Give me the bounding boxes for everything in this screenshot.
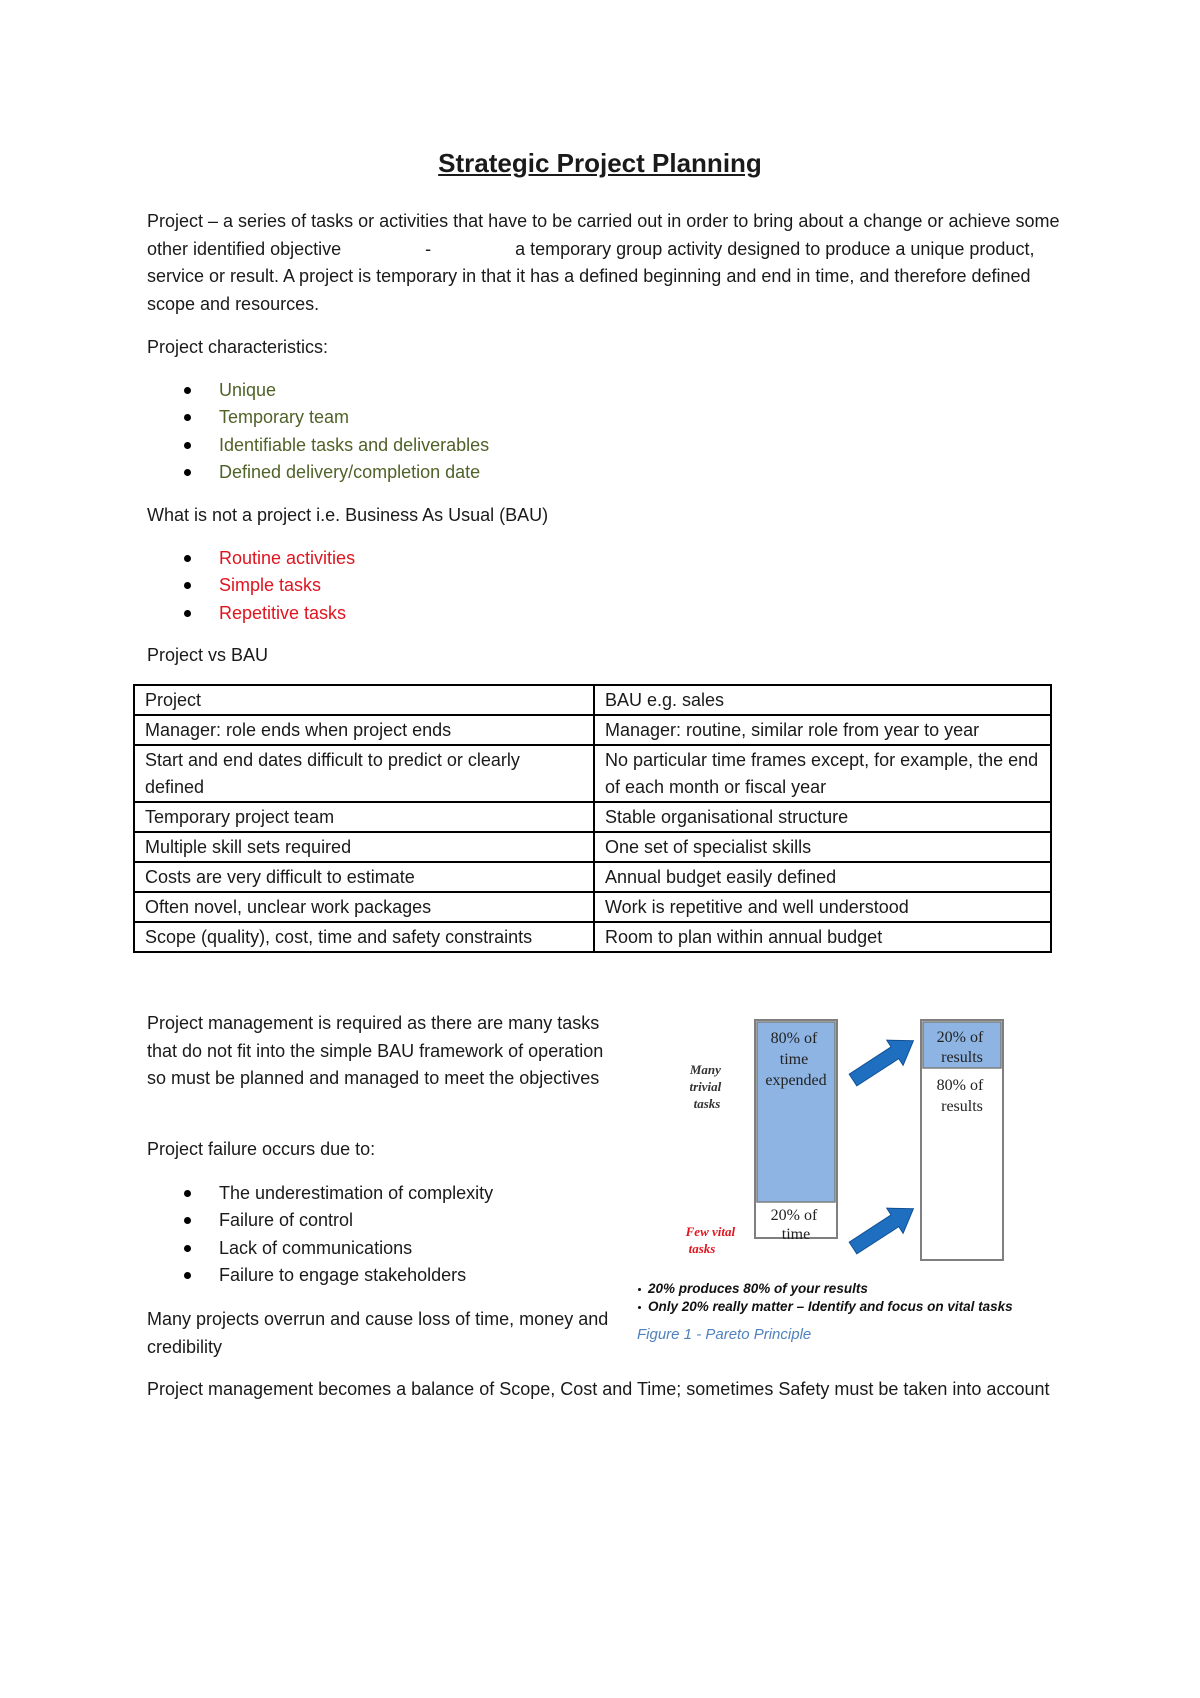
few-vital-label: Few vital tasks: [685, 1224, 736, 1256]
table-row: [134, 862, 1051, 892]
list-item: Failure of control: [182, 1207, 493, 1234]
table-row: [134, 685, 1051, 715]
many-trivial-label: Many trivial tasks: [689, 1062, 722, 1111]
list-item: Lack of communications: [182, 1235, 493, 1262]
table-cell: Stable organisational structure: [594, 802, 1051, 832]
page-title: Strategic Project Planning: [438, 148, 762, 178]
table-cell: Costs are very difficult to estimate: [134, 862, 594, 892]
time-expended-bar: [757, 1022, 835, 1202]
table-cell: Work is repetitive and well understood: [594, 892, 1051, 922]
list-item: Repetitive tasks: [182, 600, 355, 627]
table-cell: Project: [134, 685, 594, 715]
table-cell: Often novel, unclear work packages: [134, 892, 594, 922]
characteristics-list: [182, 377, 489, 486]
table-row: [134, 892, 1051, 922]
table-row: [134, 832, 1051, 862]
figure-caption: Figure 1 - Pareto Principle: [637, 1326, 812, 1343]
list-item: Simple tasks: [182, 572, 355, 599]
vs-heading: Project vs BAU: [147, 645, 269, 665]
list-item: Temporary team: [182, 404, 489, 431]
table-cell: Annual budget easily defined: [594, 862, 1051, 892]
bau-list: [182, 545, 355, 627]
bottom-arrow-icon: [845, 1196, 922, 1260]
intro-text-b: a temporary group activity designed to produce a unique product, service or result. A project is temporary in that it has a defined beginning and end in time, and therefore defined scope and resources.: [147, 238, 1035, 314]
table-row: [134, 715, 1051, 745]
table-cell: Multiple skill sets required: [134, 832, 594, 862]
failure-list: [182, 1180, 493, 1289]
list-item: Defined delivery/completion date: [182, 459, 489, 486]
table-row: [134, 802, 1051, 832]
left-bottom-label: 20% of time: [770, 1207, 818, 1243]
balance-paragraph: Project management becomes a balance of Scope, Cost and Time; sometimes Safety must be taken into account: [147, 1379, 1050, 1399]
table-cell: Manager: routine, similar role from year to year: [594, 715, 1051, 745]
list-item: The underestimation of complexity: [182, 1180, 493, 1207]
intro-dash: -: [425, 238, 432, 259]
bau-heading: What is not a project i.e. Business As Usual (BAU): [147, 505, 549, 525]
left-top-label: 80% of time expended: [765, 1030, 827, 1089]
pareto-figure: [670, 1010, 1090, 1270]
top-arrow-icon: [845, 1028, 922, 1092]
table-cell: Start and end dates difficult to predict or clearly defined: [134, 745, 594, 802]
figure-bullet: 20% produces 80% of your results: [648, 1281, 868, 1296]
list-item: Failure to engage stakeholders: [182, 1262, 493, 1289]
table-cell: One set of specialist skills: [594, 832, 1051, 862]
table-row: [134, 745, 1051, 802]
project-vs-bau-table: [133, 684, 1052, 953]
table-cell: Temporary project team: [134, 802, 594, 832]
failure-heading: Project failure occurs due to:: [147, 1139, 376, 1159]
table-cell: BAU e.g. sales: [594, 685, 1051, 715]
intro-text-a: Project – a series of tasks or activities that have to be carried out in order to bring about a change or achieve some other identified objective: [147, 211, 1060, 259]
table-row: [134, 922, 1051, 952]
characteristics-heading: Project characteristics:: [147, 337, 329, 357]
table-cell: Scope (quality), cost, time and safety constraints: [134, 922, 594, 952]
right-top-label: 20% of results: [936, 1029, 984, 1066]
right-bottom-label: 80% of results: [936, 1077, 984, 1115]
list-item: Identifiable tasks and deliverables: [182, 432, 489, 459]
figure-bullet: Only 20% really matter – Identify and focus on vital tasks: [648, 1299, 1013, 1314]
table-cell: Room to plan within annual budget: [594, 922, 1051, 952]
table-cell: Manager: role ends when project ends: [134, 715, 594, 745]
intro-paragraph: [147, 208, 1067, 318]
pm-required-paragraph: Project management is required as there are many tasks that do not fit into the simple BAU framework of operation so must be planned and managed to meet the objectives: [147, 1013, 604, 1088]
list-item: Unique: [182, 377, 489, 404]
list-item: Routine activities: [182, 545, 355, 572]
overrun-paragraph: Many projects overrun and cause loss of time, money and credibility: [147, 1309, 609, 1357]
table-cell: No particular time frames except, for example, the end of each month or fiscal year: [594, 745, 1051, 802]
